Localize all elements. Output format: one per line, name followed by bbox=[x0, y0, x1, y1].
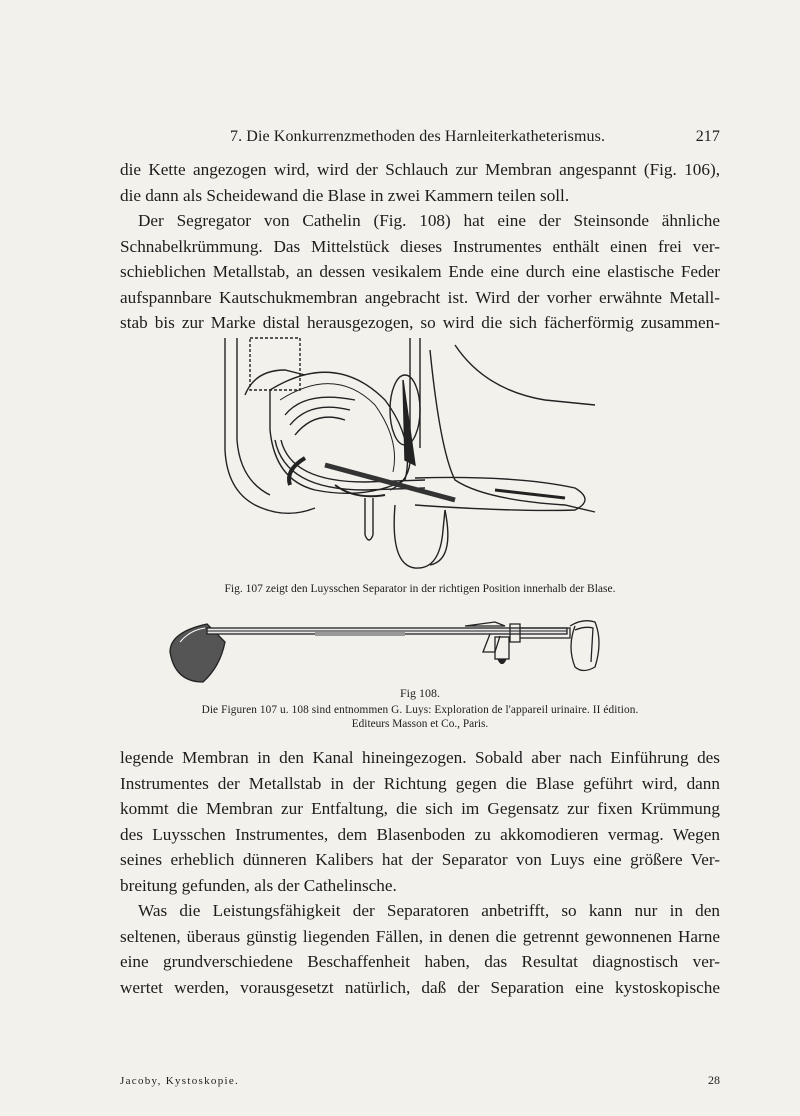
text-line: seines erheblich dünneren Kalibers hat der Separator von Luys eine größere Ver- bbox=[120, 850, 720, 869]
text-line: schieblichen Metallstab, an dessen vesikalem Ende eine durch eine elastische Feder bbox=[120, 262, 720, 281]
text-line: Instrumentes der Metallstab in der Richtung gegen die Blase geführt wird, dann bbox=[120, 773, 720, 793]
text-line: Was die Leistungsfähigkeit der Separatoren anbetrifft, so kann nur in den bbox=[138, 901, 720, 920]
text-line: stab bis zur Marke distal herausgezogen, so wird die sich fächerförmig zusammen- bbox=[120, 313, 720, 332]
text-line: eine grundverschiedene Beschaffenheit haben, das Resultat diagnostisch ver- bbox=[120, 952, 720, 971]
paragraph-1 bbox=[120, 157, 720, 208]
figure-source-line-2: Editeurs Masson et Co., Paris. bbox=[351, 718, 489, 730]
figure-source-line-1: Die Figuren 107 u. 108 sind entnommen G. Luys: Exploration de l'appareil urinaire. II édition. bbox=[201, 704, 639, 716]
text-line: aufspannbare Kautschukmembran angebracht ist. Wird der vorher erwähnte Metall- bbox=[120, 287, 720, 307]
text-line: Der Segregator von Cathelin (Fig. 108) hat eine der Steinsonde ähnliche bbox=[138, 211, 720, 230]
page-number: 217 bbox=[695, 128, 720, 145]
running-title: 7. Die Konkurrenzmethoden des Harnleiterkatheterismus. bbox=[230, 128, 606, 145]
text-line: kommt die Membran zur Entfaltung, die sich im Gegensatz zur fixen Krümmung bbox=[120, 799, 720, 818]
paragraph-4 bbox=[120, 898, 720, 1000]
signature-mark: 28 bbox=[708, 1073, 720, 1087]
text-line: breitung gefunden, als der Cathelinsche. bbox=[120, 875, 397, 895]
paragraph-3 bbox=[120, 745, 720, 898]
text-line: des Luysschen Instrumentes, dem Blasenboden zu akkomodieren vermag. Wegen bbox=[120, 824, 720, 844]
figure-108-label: Fig 108. bbox=[399, 686, 440, 700]
text-line: die Kette angezogen wird, wird der Schlauch zur Membran angespannt (Fig. 106), bbox=[120, 160, 720, 179]
figure-108-illustration bbox=[165, 612, 615, 684]
paragraph-2 bbox=[120, 208, 720, 336]
text-line: seltenen, überaus günstig liegenden Fällen, in denen die getrennt gewonnenen Harne bbox=[120, 926, 720, 946]
text-line: Schnabelkrümmung. Das Mittelstück dieses Instrumentes enthält einen frei ver- bbox=[120, 236, 720, 256]
footer-author: Jacoby, Kystoskopie. bbox=[120, 1075, 240, 1087]
figure-107-illustration bbox=[215, 330, 610, 575]
text-line: legende Membran in den Kanal hineingezogen. Sobald aber nach Einführung des bbox=[120, 748, 720, 767]
figure-107-caption: Fig. 107 zeigt den Luysschen Separator in der richtigen Position innerhalb der Blase. bbox=[224, 583, 616, 595]
text-line: die dann als Scheidewand die Blase in zwei Kammern teilen soll. bbox=[120, 185, 570, 205]
text-line: wertet werden, vorausgesetzt natürlich, daß der Separation eine kystoskopische bbox=[120, 977, 720, 997]
